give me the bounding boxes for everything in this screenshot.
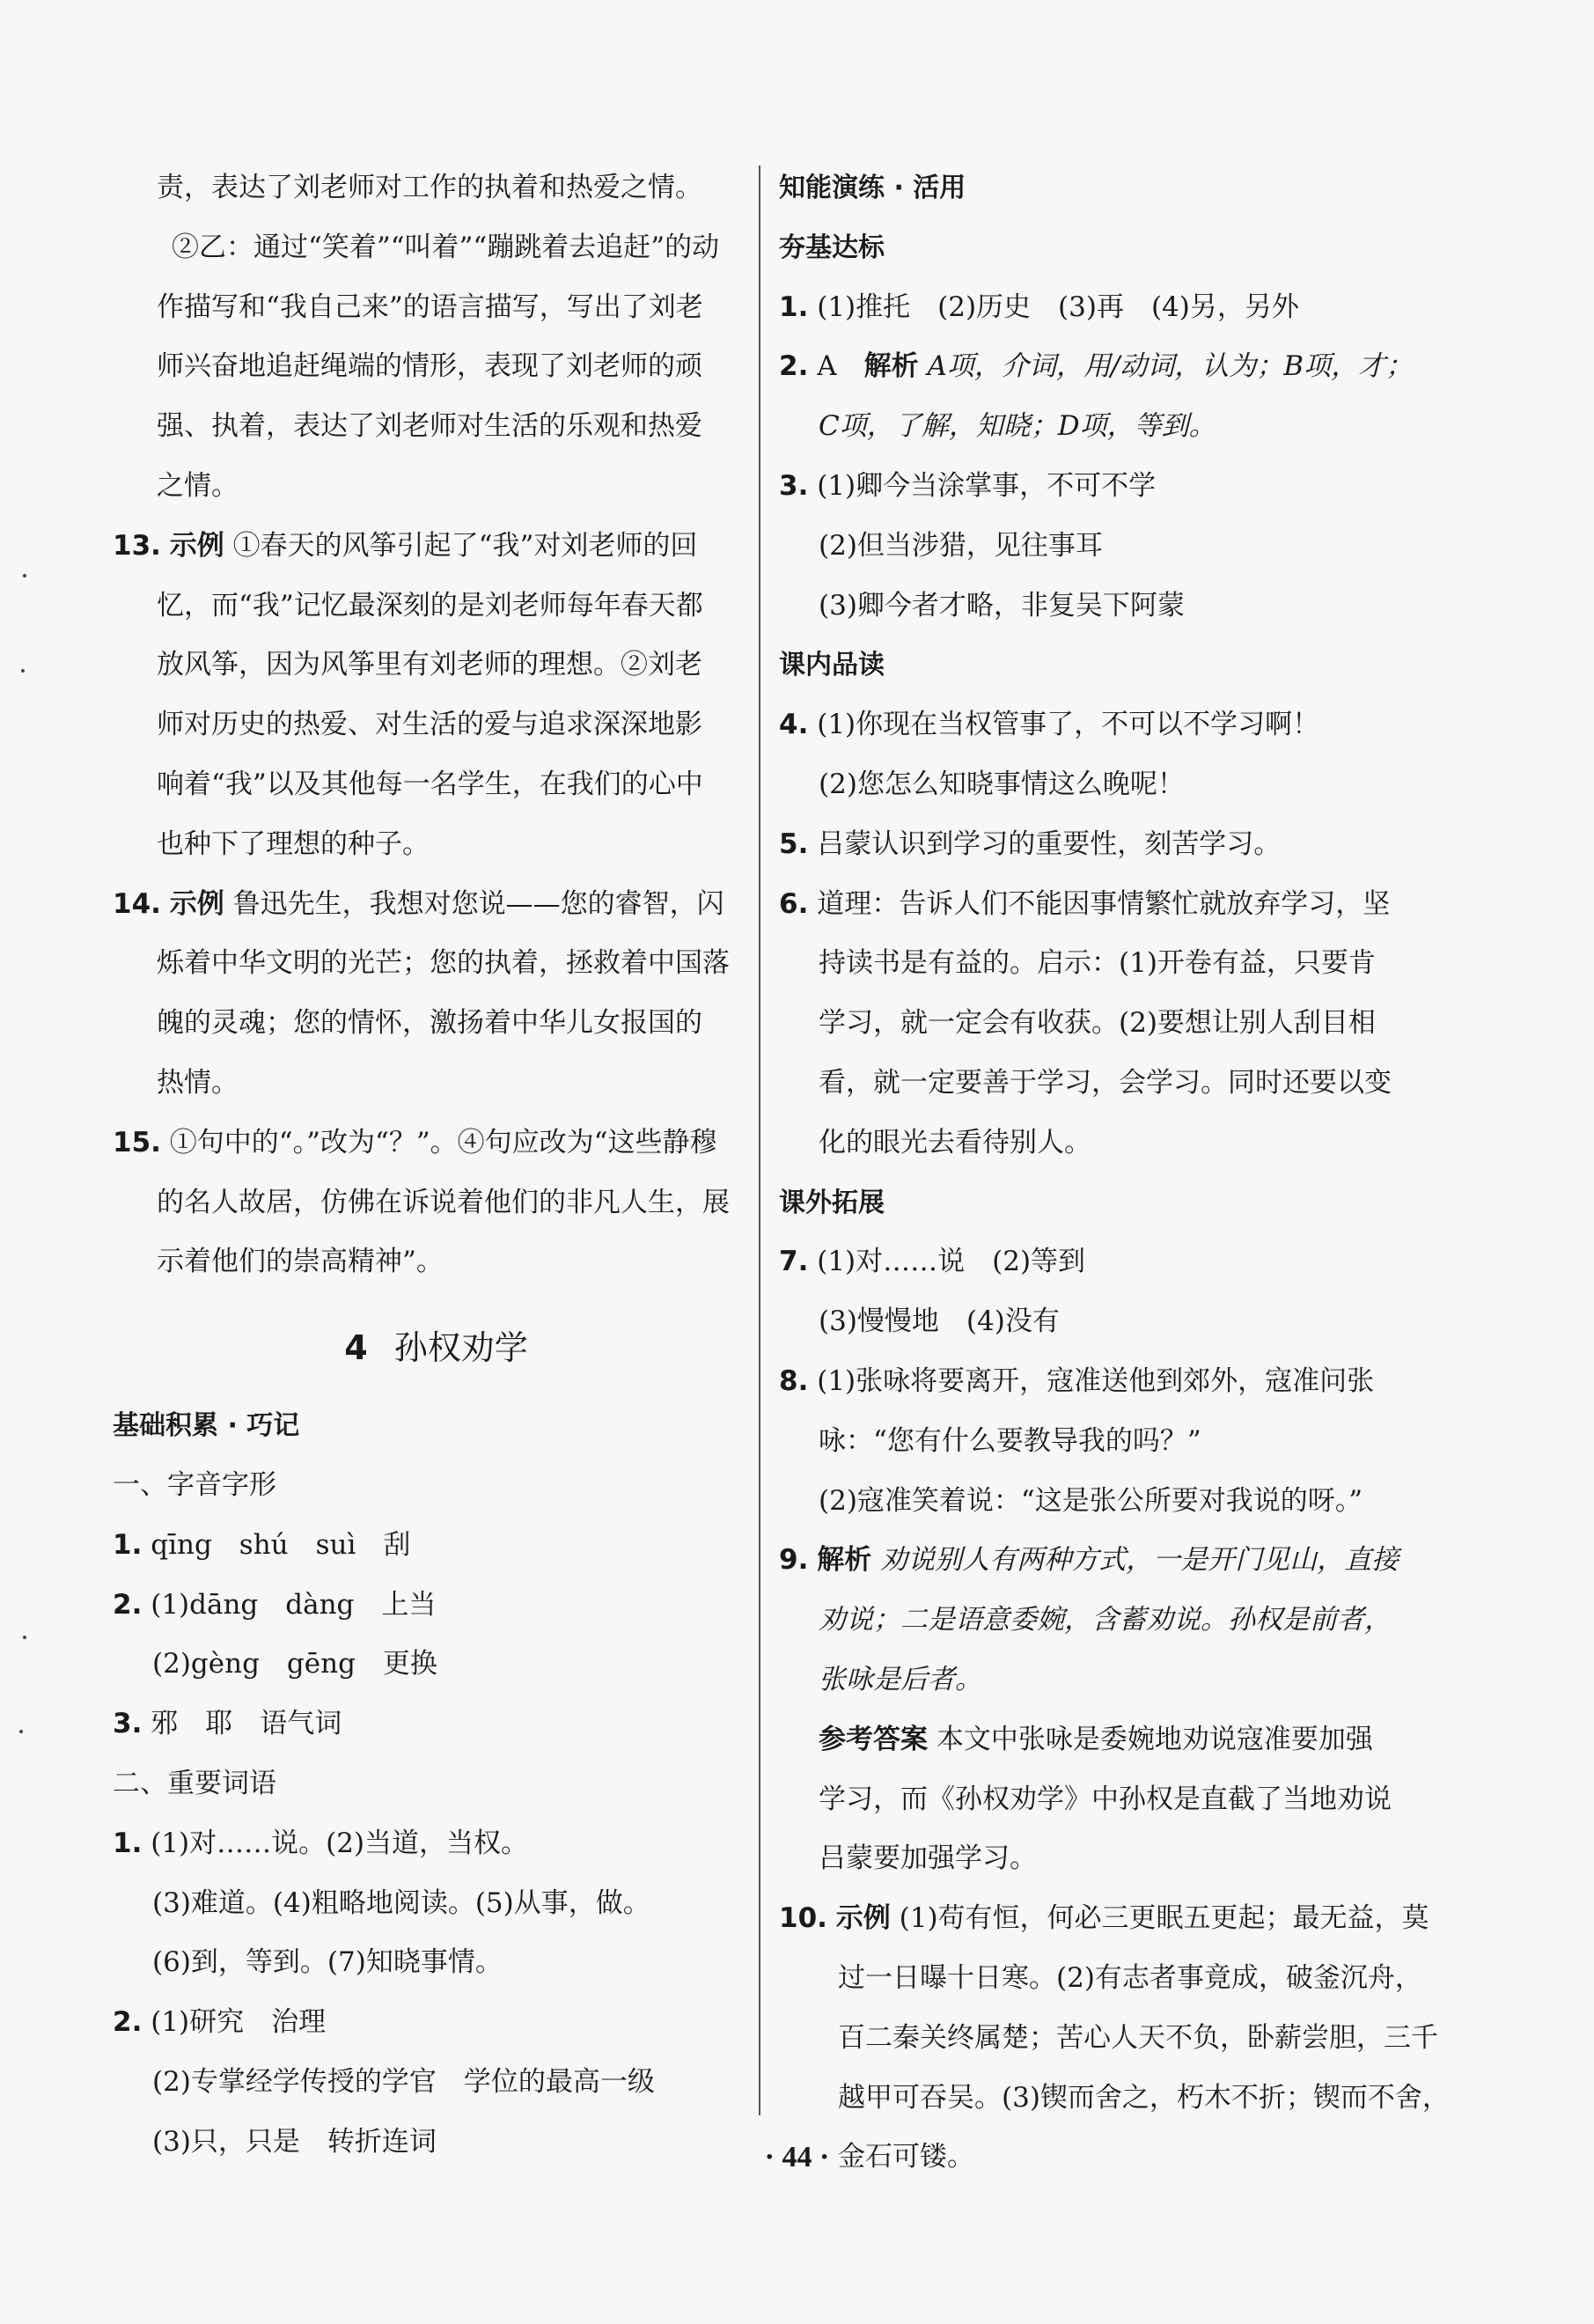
- answer-line: [779, 2009, 1438, 2069]
- item-number: 10.: [779, 1902, 827, 1935]
- answer-item: [113, 1814, 760, 1874]
- answer-line: [113, 695, 760, 755]
- answer-text: 道理：告诉人们不能因事情繁忙就放弃学习，坚: [817, 887, 1391, 920]
- answer-item: [113, 1993, 760, 2053]
- answer-item: [113, 1695, 760, 1754]
- answer-line: [113, 755, 760, 815]
- item-number: 9.: [779, 1544, 809, 1577]
- explanation-text: 劝说别人有两种方式，一是开门见山，直接: [880, 1544, 1399, 1577]
- answer-item: [779, 1889, 1429, 1949]
- answer-line: [113, 1874, 760, 1934]
- section-heading: [779, 636, 1413, 695]
- answer-line: [779, 397, 1413, 457]
- answer-line: [113, 278, 760, 338]
- answer-text: 一、字音字形: [113, 1468, 276, 1501]
- section-heading: [779, 1173, 1413, 1233]
- page-number: · 44 ·: [764, 2141, 830, 2173]
- answer-line: [779, 1054, 1413, 1114]
- answer-text: 热情。: [157, 1066, 239, 1099]
- item-number: 15.: [113, 1126, 161, 1158]
- scan-speck: [19, 1730, 23, 1733]
- left-column: [113, 158, 760, 2173]
- answer-text: (3)难道。(4)粗略地阅读。(5)从事，做。: [152, 1886, 650, 1919]
- lesson-title: [113, 1292, 760, 1396]
- section-heading: [779, 218, 1413, 278]
- item-number: 6.: [779, 887, 809, 920]
- answer-item: [779, 1352, 1413, 1412]
- answer-text: (2)gèng gēng 更换: [152, 1648, 437, 1680]
- answer-item: [113, 875, 760, 935]
- answer-text: (1)你现在当权管事了，不可以不学习啊！: [817, 709, 1320, 741]
- item-number: 5.: [779, 827, 809, 860]
- answer-line: [779, 577, 1413, 636]
- answer-text: 吕蒙认识到学习的重要性，刻苦学习。: [817, 827, 1282, 860]
- answer-line: [113, 1933, 760, 1993]
- answer-text: 责，表达了刘老师对工作的执着和热爱之情。: [157, 172, 702, 203]
- answer-line: [113, 397, 760, 457]
- explanation-text: A项，介词，用/动词，认为；B项，才；: [927, 350, 1414, 383]
- explanation-text: C项，了解，知晓；D项，等到。: [819, 410, 1216, 443]
- answer-line: [779, 994, 1413, 1054]
- answer-item: [779, 337, 1413, 397]
- answer-text: 持读书是有益的。启示：(1)开卷有益，只要肯: [819, 947, 1376, 980]
- answer-text: (1)张咏将要离开，寇准送他到郊外，寇准问张: [817, 1364, 1375, 1397]
- item-number: 8.: [779, 1364, 809, 1397]
- answer-line: [113, 577, 760, 636]
- right-column: [779, 158, 1450, 2188]
- item-number: 2.: [113, 1588, 143, 1621]
- answer-label: 解析: [863, 350, 919, 383]
- item-number: 1.: [113, 1528, 143, 1561]
- answer-item: [779, 1232, 1413, 1292]
- answer-line: [113, 1754, 760, 1814]
- answer-text: 的名人故居，仿佛在诉说着他们的非凡人生，展: [157, 1186, 730, 1218]
- answer-text: (2)寇准笑着说：“这是张公所要对我说的呀。”: [819, 1484, 1363, 1517]
- answer-item: [779, 278, 1413, 338]
- answer-text: ①句中的“。”改为“？”。④句应改为“这些静穆: [169, 1126, 717, 1158]
- answer-item: [113, 1516, 760, 1576]
- answer-line: [779, 755, 1413, 815]
- answer-text: 邪 耶 语气词: [151, 1708, 342, 1740]
- answer-text: 烁着中华文明的光芒；您的执着，拯救着中国落: [157, 947, 730, 980]
- answer-text: 金石可镂。: [838, 2141, 974, 2173]
- answer-text: 师兴奋地追赶绳端的情形，表现了刘老师的顽: [157, 350, 702, 383]
- answer-line: [779, 1412, 1413, 1472]
- scan-speck: [21, 669, 25, 673]
- answer-text: 忆，而“我”记忆最深刻的是刘老师每年春天都: [157, 589, 703, 621]
- answer-line: [779, 2069, 1450, 2129]
- item-number: 14.: [113, 887, 161, 920]
- answer-line: [113, 1232, 760, 1292]
- answer-line: [113, 994, 760, 1054]
- answer-text: 鲁迅先生，我想对您说——您的睿智，闪: [232, 887, 724, 920]
- answer-text: (2)您怎么知晓事情这么晚呢！: [819, 768, 1185, 800]
- section-heading-text: 课内品读: [779, 650, 885, 681]
- item-number: 7.: [779, 1246, 809, 1278]
- answer-line: [113, 815, 760, 875]
- answer-item: [779, 1531, 1413, 1591]
- answer-line: [113, 636, 760, 695]
- answer-text: ②乙：通过“笑着”“叫着”“蹦跳着去追赶”的动: [172, 231, 720, 263]
- answer-line: [113, 1456, 760, 1516]
- answer-label: 示例: [169, 529, 224, 562]
- item-number: 13.: [113, 529, 161, 562]
- answer-line: [113, 1054, 760, 1114]
- answer-line: [113, 158, 760, 218]
- answer-text: 吕蒙要加强学习。: [819, 1842, 1037, 1875]
- answer-text: (3)卿今者才略，非复吴下阿蒙: [819, 589, 1185, 621]
- answer-text: 化的眼光去看待别人。: [819, 1126, 1091, 1158]
- answer-text: (3)只，只是 转折连词: [152, 2125, 437, 2158]
- answer-label: 示例: [835, 1902, 891, 1935]
- answer-text: 魄的灵魂；您的情怀，激扬着中华儿女报国的: [157, 1007, 702, 1040]
- answer-text: 作描写和“我自己来”的语言描写，写出了刘老: [157, 290, 703, 323]
- answer-line: [779, 1292, 1413, 1352]
- answer-item: [779, 695, 1413, 755]
- answer-line: [779, 1710, 1413, 1770]
- answer-text: 放风筝，因为风筝里有刘老师的理想。②刘老: [157, 649, 702, 681]
- answer-text: 二、重要词语: [113, 1767, 276, 1799]
- section-heading-text: 基础积累 · 巧记: [113, 1410, 300, 1442]
- section-heading-text: 知能演练 · 活用: [779, 173, 966, 203]
- item-number: 1.: [779, 290, 809, 323]
- answer-line: [113, 218, 760, 278]
- answer-text: 学习，而《孙权劝学》中孙权是直截了当地劝说: [819, 1783, 1392, 1815]
- answer-text: (2)专掌经学传授的学官 学位的最高一级: [152, 2065, 655, 2098]
- answer-line: [779, 1114, 1413, 1173]
- answer-text: (3)慢慢地 (4)没有: [819, 1305, 1060, 1338]
- answer-item: [779, 875, 1413, 935]
- answer-text: (1)卿今当涂掌事，不可不学: [817, 469, 1157, 502]
- answer-line: [779, 1829, 1413, 1889]
- answer-item: [113, 517, 760, 577]
- item-number: 4.: [779, 709, 809, 741]
- scan-speck: [23, 574, 26, 577]
- answer-line: [779, 517, 1413, 577]
- item-number: 3.: [113, 1708, 143, 1740]
- answer-text: A: [817, 350, 864, 383]
- answer-line: [113, 457, 760, 517]
- answer-text: (1)研究 治理: [151, 2006, 327, 2039]
- answer-text: 看，就一定要善于学习，会学习。同时还要以变: [819, 1066, 1392, 1099]
- answer-line: [779, 1949, 1422, 2009]
- answer-text: 学习，就一定会有收获。(2)要想让别人刮目相: [819, 1007, 1376, 1040]
- answer-label: 示例: [169, 887, 224, 920]
- scan-speck: [23, 1636, 26, 1639]
- answer-text: 强、执着，表达了刘老师对生活的乐观和热爱: [157, 410, 702, 443]
- answer-line: [779, 1770, 1413, 1830]
- answer-line: [779, 1651, 1413, 1710]
- answer-line: [113, 934, 760, 994]
- answer-line: [779, 1472, 1413, 1532]
- answer-label: 参考答案: [819, 1723, 928, 1755]
- answer-text: 咏：“您有什么要教导我的吗？”: [819, 1424, 1201, 1457]
- item-number: 3.: [779, 469, 809, 502]
- answer-line: [779, 1591, 1413, 1651]
- answer-line: [113, 2053, 760, 2113]
- answer-text: (1)苟有恒，何必三更眠五更起；最无益，莫: [899, 1902, 1429, 1935]
- answer-label: 解析: [817, 1544, 872, 1577]
- answer-text: (1)对……说 (2)等到: [817, 1246, 1086, 1278]
- explanation-text: 劝说；二是语意委婉，含蓄劝说。孙权是前者，: [819, 1604, 1392, 1636]
- answer-text: ①春天的风筝引起了“我”对刘老师的回: [232, 529, 698, 562]
- section-heading-text: 夯基达标: [779, 232, 885, 263]
- lesson-number: 4: [344, 1328, 368, 1368]
- answer-text: (6)到，等到。(7)知晓事情。: [152, 1946, 503, 1979]
- answer-text: qīng shú suì 刮: [151, 1528, 411, 1561]
- answer-text: 之情。: [157, 469, 239, 502]
- answer-line: [779, 934, 1413, 994]
- answer-text: 本文中张咏是委婉地劝说寇准要加强: [936, 1723, 1373, 1755]
- answer-line: [113, 1173, 760, 1233]
- explanation-text: 张咏是后者。: [819, 1663, 982, 1695]
- answer-item: [113, 1576, 760, 1636]
- section-heading: [113, 1396, 760, 1456]
- answer-item: [779, 457, 1413, 517]
- answer-text: 百二秦关终属楚；苦心人天不负，卧薪尝胆，三千: [838, 2021, 1438, 2054]
- answer-text: (1)对……说。(2)当道，当权。: [151, 1827, 529, 1859]
- item-number: 1.: [113, 1827, 143, 1859]
- answer-item: [113, 1114, 760, 1173]
- section-heading: [779, 158, 1413, 218]
- answer-text: 示着他们的崇高精神”。: [157, 1246, 444, 1278]
- answer-text: 响着“我”以及其他每一名学生，在我们的心中: [157, 768, 703, 800]
- column-divider: [759, 165, 760, 2115]
- answer-line: [113, 1635, 760, 1695]
- answer-text: 过一日曝十日寒。(2)有志者事竟成，破釜沉舟，: [838, 1961, 1422, 1994]
- answer-text: (1)dāng dàng 上当: [151, 1588, 437, 1621]
- item-number: 2.: [113, 2006, 143, 2039]
- answer-text: 越甲可吞吴。(3)锲而舍之，朽木不折；锲而不舍，: [838, 2081, 1450, 2114]
- answer-item: [779, 815, 1413, 875]
- answer-text: (1)推托 (2)历史 (3)再 (4)另，另外: [817, 290, 1299, 323]
- lesson-title-text: 孙权劝学: [393, 1328, 528, 1368]
- answer-text: (2)但当涉猎，见往事耳: [819, 529, 1103, 562]
- item-number: 2.: [779, 350, 809, 383]
- answer-line: [113, 337, 760, 397]
- section-heading-text: 课外拓展: [779, 1187, 885, 1218]
- answer-text: 师对历史的热爱、对生活的爱与追求深深地影: [157, 709, 702, 741]
- answer-text: 也种下了理想的种子。: [157, 827, 430, 860]
